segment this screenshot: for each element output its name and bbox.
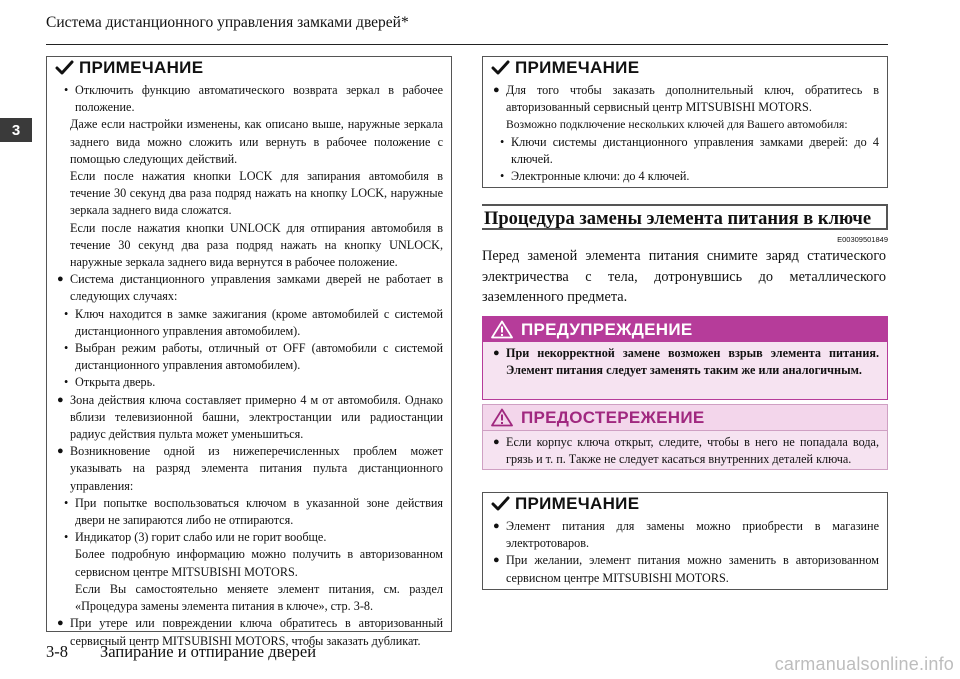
page-footer <box>46 642 316 662</box>
note-box-right-bottom <box>482 492 888 590</box>
list-item: • При попытке воспользоваться ключом в указанной зоне действия двери не запираются либо не отпираются. <box>64 495 443 528</box>
watermark: carmanualsonline.info <box>774 654 954 674</box>
list-item: • Ключ находится в замке зажигания (кроме автомобилей с системой дистанционного управления автомобилем). <box>64 306 443 338</box>
list-item: ● При утере или повреждении ключа обратитесь в авторизованный сервисный центр MITSUBISHI MOTORS, чтобы заказать дубликат. <box>57 616 443 648</box>
list-item: • Отключить функцию автоматического возврата зеркал в рабочее положение. <box>64 83 443 115</box>
warning-header <box>483 317 887 342</box>
warning-triangle-icon <box>491 320 513 339</box>
list-item: • Выбран режим работы, отличный от OFF (автомобили с системой дистанционного управления автомобилем). <box>64 341 443 373</box>
paragraph: Если Вы самостоятельно меняете элемент питания, см. раздел «Процедура замены элемента питания в ключе», стр. 3-8. <box>75 581 443 614</box>
paragraph: Возможно подключение нескольких ключей для Вашего автомобиля: <box>506 118 848 132</box>
note-header <box>47 57 451 79</box>
caution-header <box>483 405 887 431</box>
list-item: • Электронные ключи: до 4 ключей. <box>500 169 690 184</box>
paragraph: Даже если настройки изменены, как описано выше, наружные зеркала заднего вида можно сложить или вернуть в рабочее положение с помощью следующих действий. <box>70 117 443 166</box>
pencil-check-icon <box>491 59 511 77</box>
note-header <box>483 493 887 515</box>
page-header-title: Система дистанционного управления замками дверей* <box>46 14 409 31</box>
note-header <box>483 57 887 79</box>
warning-title: ПРЕДУПРЕЖДЕНИЕ <box>521 319 693 339</box>
pencil-check-icon <box>491 495 511 513</box>
note-title: ПРИМЕЧАНИЕ <box>515 58 640 77</box>
paragraph: Более подробную информацию можно получить в авторизованном сервисном центре MITSUBISHI MOTORS. <box>75 547 443 579</box>
note-box-left <box>46 56 452 648</box>
paragraph: Если после нажатия кнопки LOCK для запирания автомобиля в течение 30 секунд два раза подряд нажать на кнопку LOCK, наружные зеркала заднего вида сложатся. <box>70 169 443 218</box>
warning-box <box>482 316 888 400</box>
list-item: ● Для того чтобы заказать дополнительный ключ, обратитесь в авторизованный сервисный центр MITSUBISHI MOTORS. <box>493 83 879 115</box>
note-title: ПРИМЕЧАНИЕ <box>515 494 640 513</box>
chapter-tab: 3 <box>0 118 32 142</box>
caution-box <box>482 404 888 470</box>
list-item: • Индикатор (3) горит слабо или не горит вообще. <box>64 530 327 545</box>
note-box-right-top <box>482 56 888 188</box>
header-divider <box>46 44 888 45</box>
section-body: Перед заменой элемента питания снимите заряд статического электричества с тела, дотронувшись до металлического заземленного предмета. <box>482 248 886 305</box>
list-item: ● Система дистанционного управления замками дверей не работает в следующих случаях: <box>57 272 443 304</box>
list-item: ● Возникновение одной из нижеперечисленных проблем может указывать на разряд элемента питания пульта дистанционного управления: <box>57 444 443 493</box>
pencil-check-icon <box>55 59 75 77</box>
list-item: ● Элемент питания для замены можно приобрести в магазине электротоваров. <box>493 519 879 551</box>
list-item: • Ключи системы дистанционного управления замками дверей: до 4 ключей. <box>500 134 879 166</box>
list-item: ● Зона действия ключа составляет примерно 4 м от автомобиля. Однако вблизи телевизионной башни, электростанции или радиостанции радиус действия пульта может уменьшиться. <box>57 392 443 442</box>
list-item: ● При желании, элемент питания можно заменить в авторизованном сервисном центре MITSUBISHI MOTORS. <box>493 553 879 585</box>
list-item: ● При некорректной замене возможен взрыв элемента питания. Элемент питания следует заменять таким же или аналогичным. <box>493 346 879 378</box>
footer-title: Запирание и отпирание дверей <box>100 642 317 661</box>
page-number: 3-8 <box>46 642 68 661</box>
list-item: ● Если корпус ключа открыт, следите, чтобы в него не попадала вода, грязь и т. п. Также не следует касаться внутренних деталей ключа. <box>493 435 879 467</box>
section-heading: Процедура замены элемента питания в ключе <box>482 204 888 230</box>
caution-triangle-icon <box>491 408 513 427</box>
paragraph: Если после нажатия кнопки UNLOCK для отпирания автомобиля в течение 30 секунд два раза подряд нажать на кнопку UNLOCK, наружные зеркала заднего вида вернутся в рабочее положение. <box>70 220 443 270</box>
caution-title: ПРЕДОСТЕРЕЖЕНИЕ <box>521 407 705 427</box>
section-code: E00309501849 <box>837 235 888 244</box>
list-item: • Открыта дверь. <box>64 375 156 390</box>
note-title: ПРИМЕЧАНИЕ <box>79 58 204 77</box>
